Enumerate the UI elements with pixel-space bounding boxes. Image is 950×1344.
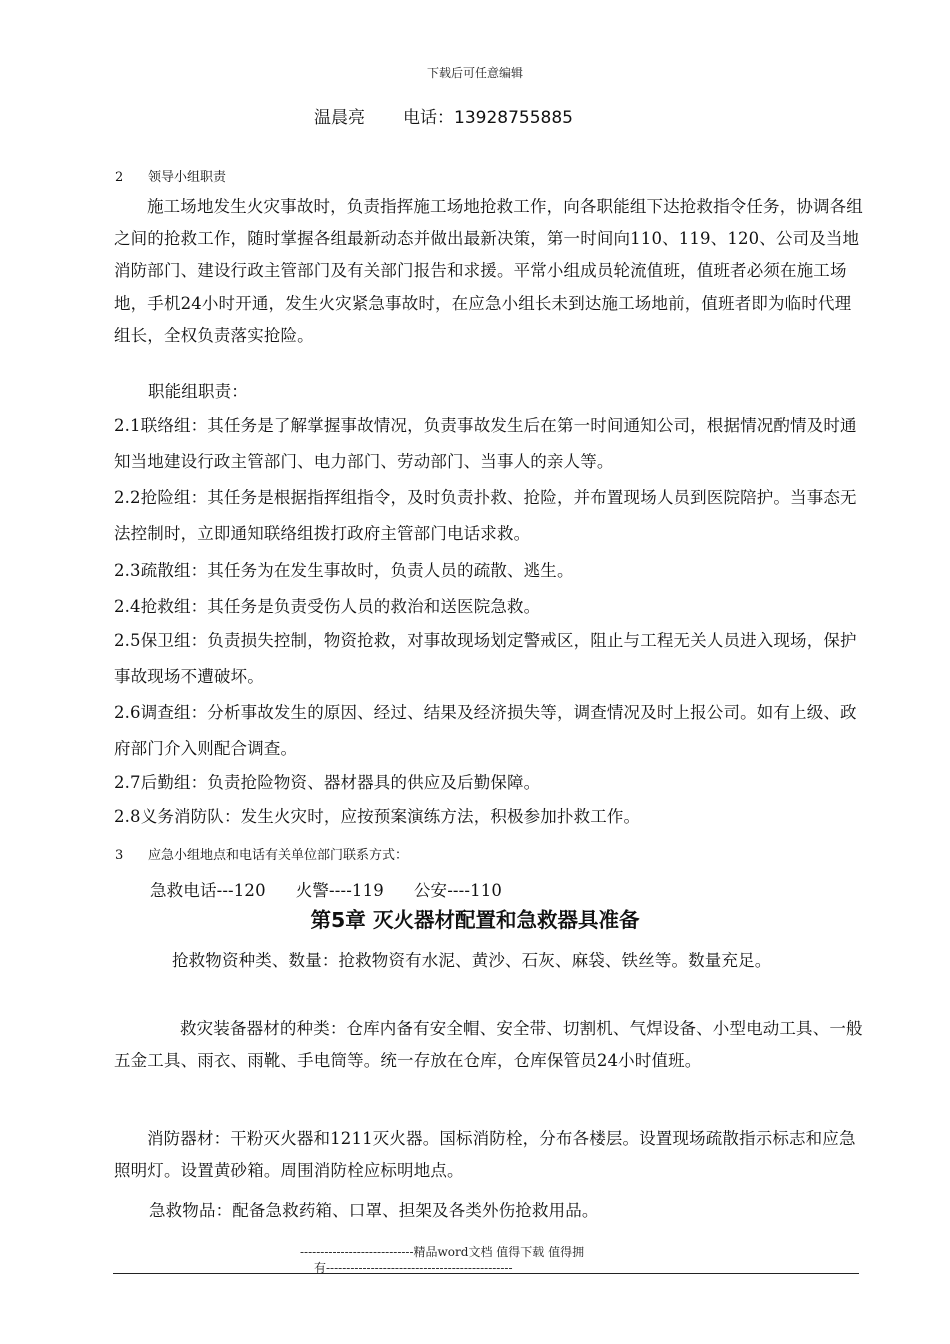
contact-name: 温晨亮 [314, 108, 365, 128]
header-note: 下载后可任意编辑 [426, 66, 523, 80]
duty-item: 2.6调查组：分析事故发生的原因、经过、结果及经济损失等，调查情况及时上报公司。如有上级、政府部门介入则配合调查。 [114, 703, 857, 758]
emergency-numbers [150, 877, 532, 901]
duty-item: 2.1联络组：其任务是了解掌握事故情况，负责事故发生后在第一时间通知公司，根据情况酌情及时通知当地建设行政主管部门、电力部门、劳动部门、当事人的亲人等。 [114, 416, 857, 471]
chapter-title: 第5章 灭火器材配置和急救器具准备 [310, 908, 640, 932]
section-3-heading [115, 844, 408, 863]
duty-item: 2.3疏散组：其任务为在发生事故时，负责人员的疏散、逃生。 [114, 561, 574, 580]
equipment-paragraph: 救灾装备器材的种类：仓库内备有安全帽、安全带、切割机、气焊设备、小型电动工具、一般五金工具、雨衣、雨靴、手电筒等。统一存放在仓库，仓库保管员24小时值班。 [114, 1019, 863, 1071]
first-aid-paragraph: 急救物品：配备急救药箱、口罩、担架及各类外伤抢救用品。 [149, 1201, 599, 1220]
duty-item: 2.4抢救组：其任务是负责受伤人员的救治和送医院急救。 [114, 597, 541, 616]
duty-item: 2.5保卫组：负责损失控制，物资抢救，对事故现场划定警戒区，阻止与工程无关人员进入现场，保护事故现场不遭破坏。 [114, 631, 857, 686]
duty-item: 2.7后勤组：负责抢险物资、器材器具的供应及后勤保障。 [114, 773, 541, 792]
footer-line-1: ----------------------------精品word文档 值得下载 值得拥 [300, 1245, 585, 1259]
footer-rule [113, 1273, 859, 1274]
section-2-heading [115, 166, 226, 185]
leader-duties-paragraph: 施工场地发生火灾事故时，负责指挥施工场地抢救工作，向各职能组下达抢救指令任务，协调各组之间的抢救工作，随时掌握各组最新动态并做出最新决策，第一时间向110、119、120、公司及当地消防部门、建设行政主管部门及有关部门报告和求援。平常小组成员轮流值班，值班者必须在施工场地，手机24小时开通，发生火灾紧急事故时，在应急小组长未到达施工场地前，值班者即为临时代理组长，全权负责落实抢险。 [114, 197, 863, 345]
fire-equipment-paragraph: 消防器材：干粉灭火器和1211灭火器。国标消防栓，分布各楼层。设置现场疏散指示标志和应急照明灯。设置黄砂箱。周围消防栓应标明地点。 [114, 1129, 856, 1181]
section-title: 领导小组职责 [148, 170, 227, 185]
police-number: 公安----110 [413, 881, 503, 900]
materials-paragraph: 抢救物资种类、数量：抢救物资有水泥、黄沙、石灰、麻袋、铁丝等。数量充足。 [172, 951, 772, 970]
fire-number: 火警----119 [295, 881, 384, 900]
section-title: 应急小组地点和电话有关单位部门联系方式： [148, 848, 409, 863]
duties-title: 职能组职责： [148, 382, 248, 401]
first-aid-number: 急救电话---120 [150, 881, 266, 900]
duty-item: 2.8义务消防队：发生火灾时，应按预案演练方法，积极参加扑救工作。 [114, 807, 641, 826]
section-number: 3 [115, 848, 124, 863]
duty-item: 2.2抢险组：其任务是根据指挥组指令，及时负责扑救、抢险，并布置现场人员到医院陪护。当事态无法控制时，立即通知联络组拨打政府主管部门电话求救。 [114, 488, 857, 543]
contact-phone: 电话：13928755885 [403, 108, 573, 128]
footer-line-2: 有---------------------------------------------- [314, 1261, 513, 1275]
section-number: 2 [115, 170, 124, 185]
contact-line [314, 103, 573, 128]
